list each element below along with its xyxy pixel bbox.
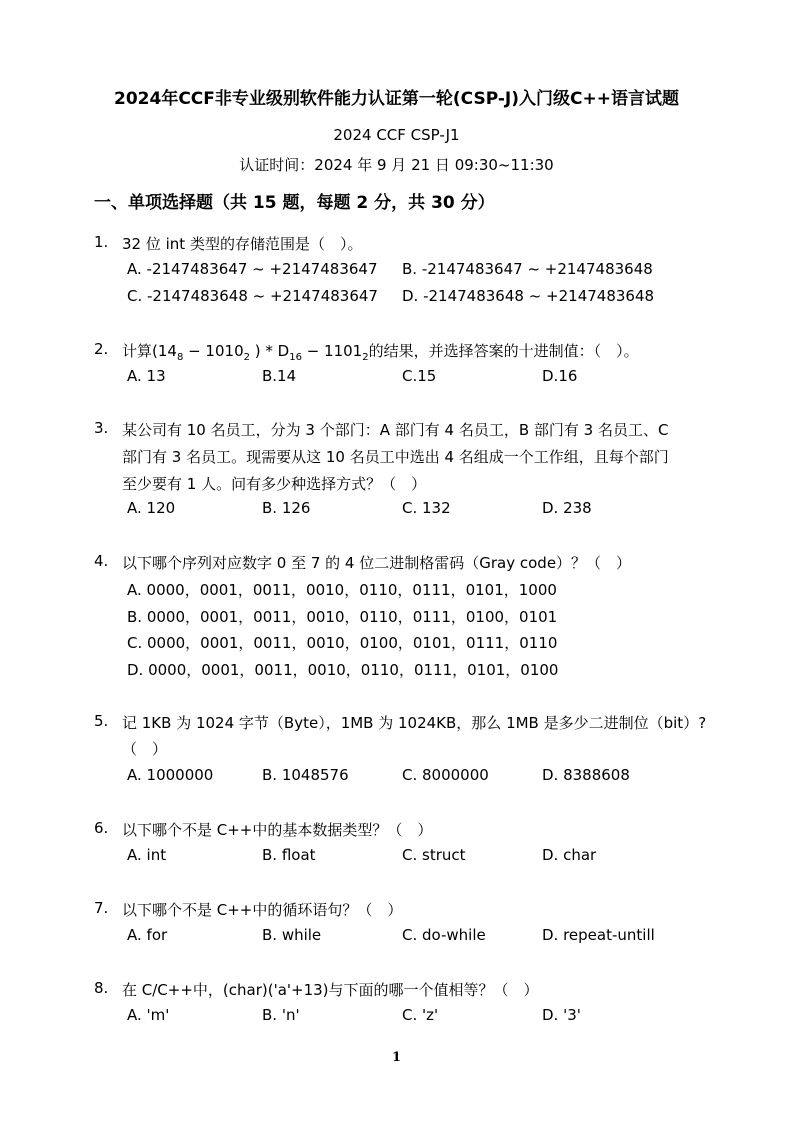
expr-part: 的结果，并选择答案的十进制值：（ ）。 [368,342,639,360]
question-text: 32 位 int 类型的存储范围是（ ）。 [122,235,363,253]
option-d: D. -2147483648 ~ +2147483648 [402,287,655,305]
option-b: B. 'n' [262,1006,300,1024]
option-b: B. -2147483647 ~ +2147483648 [402,260,653,278]
question-text-line: 记 1KB 为 1024 字节（Byte），1MB 为 1024KB，那么 1MB 是多少二进制位（bit）? [122,714,707,732]
option-c: C.15 [402,367,437,385]
expr-part: 计算(14 [122,342,177,360]
question-text: 在 C/C++中，(char)('a'+13)与下面的哪一个值相等？（ ） [122,981,539,999]
option-b: B.14 [262,367,297,385]
option-b: B. 126 [262,499,311,517]
question-text-line: 某公司有 10 名员工，分为 3 个部门：A 部门有 4 名员工，B 部门有 3 名员工、C [122,421,669,439]
option-a: A. 13 [127,367,166,385]
question-number: 1. [94,233,109,251]
question-number: 2. [94,340,109,358]
option-a: A. int [127,846,167,864]
option-b: B. float [262,846,316,864]
option-b: B. 1048576 [262,766,349,784]
option-a: A. 'm' [127,1006,170,1024]
option-d: D. repeat-untill [542,926,655,944]
base-subscript: 16 [289,352,302,363]
question-text [122,340,639,361]
option-c: C. 8000000 [402,766,489,784]
exam-code: 2024 CCF CSP-J1 [333,126,460,144]
option-d: D. 238 [542,499,592,517]
option-a: A. -2147483647 ~ +2147483647 [127,260,378,278]
page-number: 1 [391,1050,402,1065]
page-title: 2024年CCF非专业级别软件能力认证第一轮(CSP-J)入门级C++语言试题 [114,89,679,109]
option-c: C. 132 [402,499,451,517]
option-b: B. while [262,926,322,944]
question-text: 以下哪个不是 C++中的循环语句？（ ） [122,901,403,919]
question-number: 3. [94,419,109,437]
section-title: 一、单项选择题（共 15 题，每题 2 分，共 30 分） [94,193,495,213]
question-number: 4. [94,552,109,570]
option-c: C. do-while [402,926,486,944]
question-number: 6. [94,819,109,837]
question-number: 7. [94,899,109,917]
base-subscript: 2 [362,352,369,363]
question-text-line: （ ） [122,740,168,758]
option-d: D. '3' [542,1006,581,1024]
base-subscript: 2 [243,352,250,363]
question-number: 5. [94,712,109,730]
option-a: A. for [127,926,168,944]
question-text-line: 至少要有 1 人。问有多少种选择方式？（ ） [122,475,427,493]
question-number: 8. [94,979,109,997]
expr-part: ) * D [249,342,290,360]
option-a: A. 1000000 [127,766,214,784]
option-d: D. 8388608 [542,766,630,784]
expr-part: − 1010 [183,342,244,360]
option-a: A. 0000，0001，0011，0010，0110，0111，0101，1000 [127,581,557,599]
option-c: C. struct [402,846,466,864]
option-a: A. 120 [127,499,176,517]
question-text-line: 部门有 3 名员工。现需要从这 10 名员工中选出 4 名组成一个工作组，且每个部门 [122,448,669,466]
option-d: D. char [542,846,597,864]
option-c: C. 0000，0001，0011，0010，0100，0101，0111，0110 [127,634,558,652]
option-c: C. -2147483648 ~ +2147483647 [127,287,378,305]
option-b: B. 0000，0001，0011，0010，0110，0111，0100，0101 [127,608,558,626]
base-subscript: 8 [176,352,184,363]
option-c: C. 'z' [402,1006,439,1024]
exam-time: 认证时间：2024 年 9 月 21 日 09:30~11:30 [239,156,554,174]
option-d: D.16 [542,367,578,385]
option-d: D. 0000，0001，0011，0010，0110，0111，0101，0100 [127,661,559,679]
question-text: 以下哪个序列对应数字 0 至 7 的 4 位二进制格雷码（Gray code）？（ ） [122,554,632,572]
expr-part: − 1101 [301,342,363,360]
question-text: 以下哪个不是 C++中的基本数据类型？（ ） [122,821,433,839]
